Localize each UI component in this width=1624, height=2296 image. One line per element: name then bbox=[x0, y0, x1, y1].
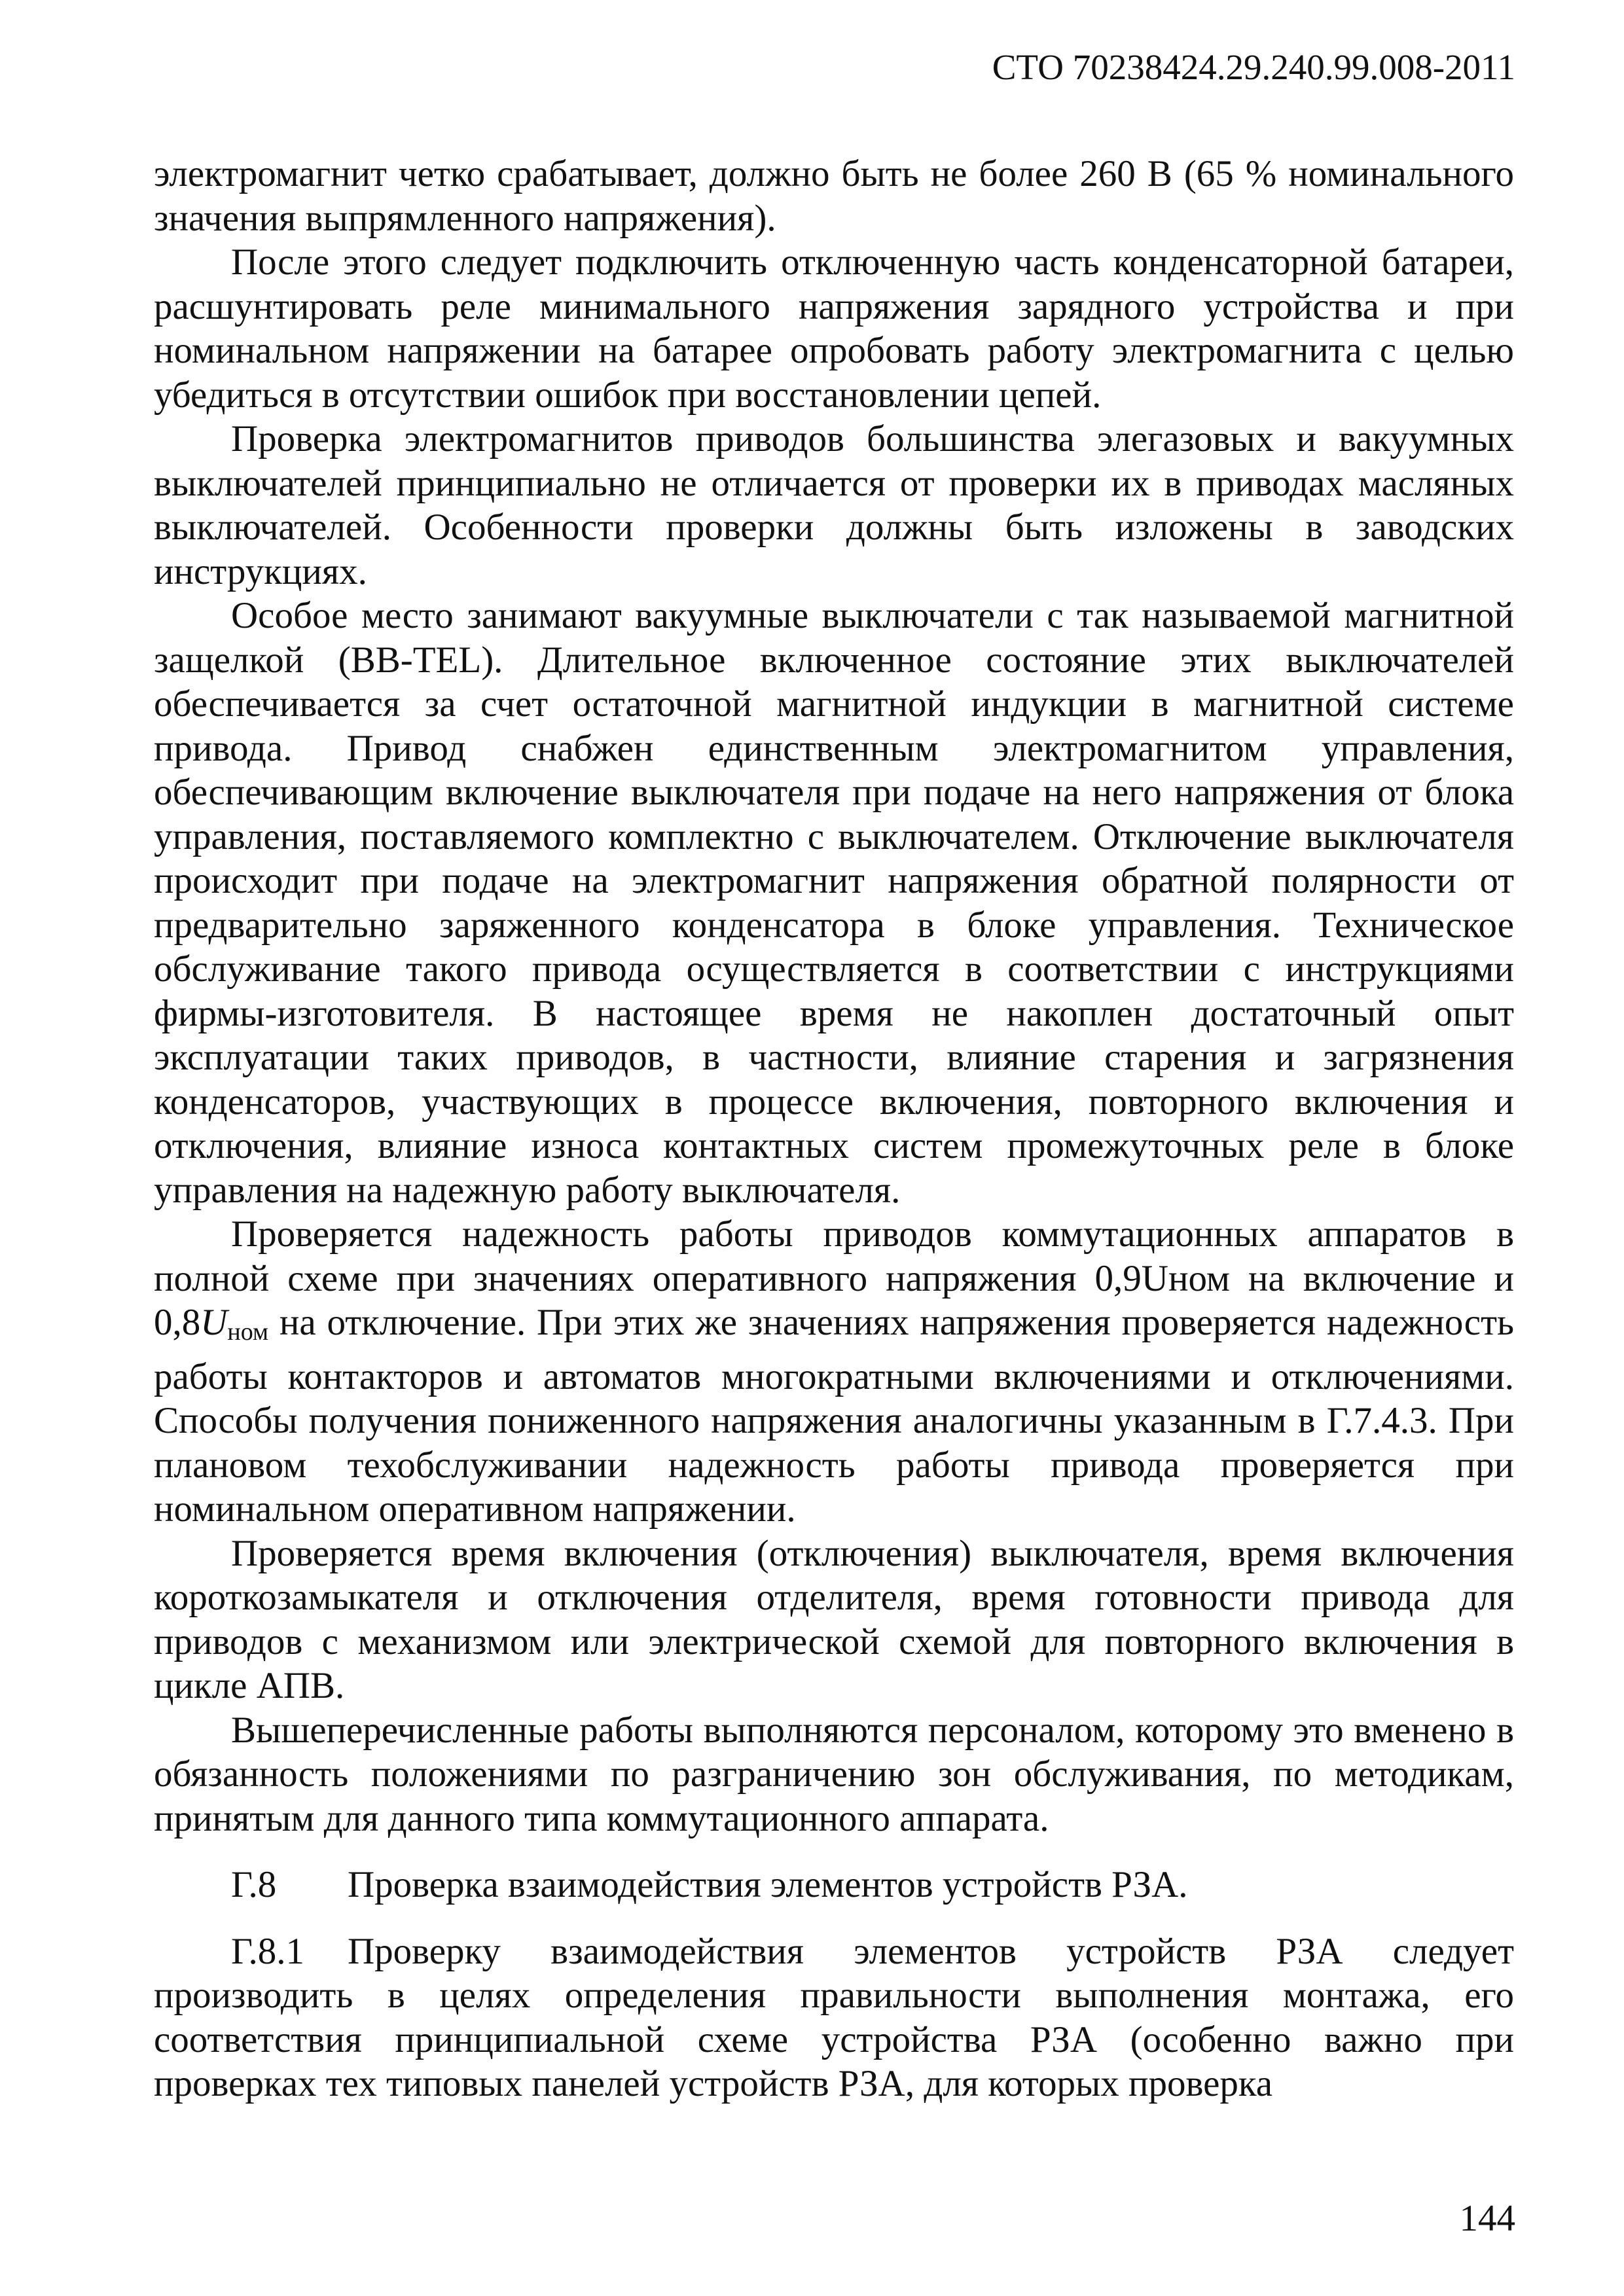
section-heading bbox=[154, 1863, 1514, 1907]
document-code-header: СТО 70238424.29.240.99.008-2011 bbox=[992, 47, 1515, 87]
section-title: Проверка взаимодействия элементов устройств РЗА. bbox=[348, 1864, 1188, 1905]
paragraph-magnetic-latch: Особое место занимают вакуумные выключатели с так называемой магнитной защелкой (ВВ-TEL). Длительное включенное состояние этих выключателей обеспечивается за счет остаточной магнитной индукции в магнитной системе привода. Привод снабжен единственным электромагнитом управления, обеспечивающим включение выключателя при подаче на него напряжения от блока управления, поставляемого комплектно с выключателем. Отключение выключателя происходит при подаче на электромагнит напряжения обратной полярности от предварительно заряженного конденсатора в блоке управления. Техническое обслуживание такого привода осуществляется в соответствии с инструкциями фирмы-изготовителя. В настоящее время не накоплен достаточный опыт эксплуатации таких приводов, в частности, влияние старения и загрязнения конденсаторов, участвующих в процессе включения, повторного включения и отключения, влияние износа контактных систем промежуточных реле в блоке управления на надежную работу выключателя. bbox=[154, 595, 1514, 1211]
subsection-number: Г.8.1 bbox=[231, 1930, 305, 1972]
paragraph-reconnect-battery: После этого следует подключить отключенную часть конденсаторной батареи, расшунтировать реле минимального напряжения зарядного устройства и при номинальном напряжении на батарее опробовать работу электромагнита с целью убедиться в отсутствии ошибок при восстановлении цепей. bbox=[154, 242, 1514, 416]
paragraph-personnel: Вышеперечисленные работы выполняются персоналом, которому это вменено в обязанность положениями по разграничению зон обслуживания, по методикам, принятым для данного типа коммутационного аппарата. bbox=[154, 1709, 1514, 1839]
paragraph-drive-reliability bbox=[154, 1212, 1514, 1532]
voltage-subscript: ном bbox=[227, 1318, 269, 1346]
page-number: 144 bbox=[1459, 2198, 1515, 2239]
subsection-paragraph bbox=[154, 1929, 1514, 2106]
drive-reliability-text-a: Проверяется надежность работы приводов коммутационных аппаратов в полной схеме при значениях оперативного напряжения 0,9Uном на включение и 0,8 bbox=[154, 1213, 1514, 1343]
subsection-text: Проверку взаимодействия элементов устройств РЗА следует производить в целях определения правильности выполнения монтажа, его соответствия принципиальной схеме устройства РЗА (особенно важно при проверках тех типовых панелей устройств РЗА, для которых проверка bbox=[154, 1930, 1514, 2104]
paragraph-sf6-vacuum-check: Проверка электромагнитов приводов большинства элегазовых и вакуумных выключателей принципиально не отличается от проверки их в приводах масляных выключателей. Особенности проверки должны быть изложены в заводских инструкциях. bbox=[154, 418, 1514, 592]
section-number: Г.8 bbox=[231, 1864, 277, 1905]
voltage-symbol: U bbox=[200, 1302, 228, 1343]
document-body bbox=[154, 152, 1514, 2106]
paragraph-switching-time: Проверяется время включения (отключения) выключателя, время включения короткозамыкателя и отключения отделителя, время готовности привода для приводов с механизмом или электрической схемой для повторного включения в цикле АПВ. bbox=[154, 1532, 1514, 1706]
paragraph-continuation: электромагнит четко срабатывает, должно быть не более 260 В (65 % номинального значения выпрямленного напряжения). bbox=[154, 153, 1514, 239]
drive-reliability-text-b: на отключение. При этих же значениях напряжения проверяется надежность работы контакторов и автоматов многократными включениями и отключениями. Способы получения пониженного напряжения аналогичны указанным в Г.7.4.3. При плановом техобслуживании надежность работы привода проверяется при номинальном оперативном напряжении. bbox=[154, 1302, 1514, 1530]
